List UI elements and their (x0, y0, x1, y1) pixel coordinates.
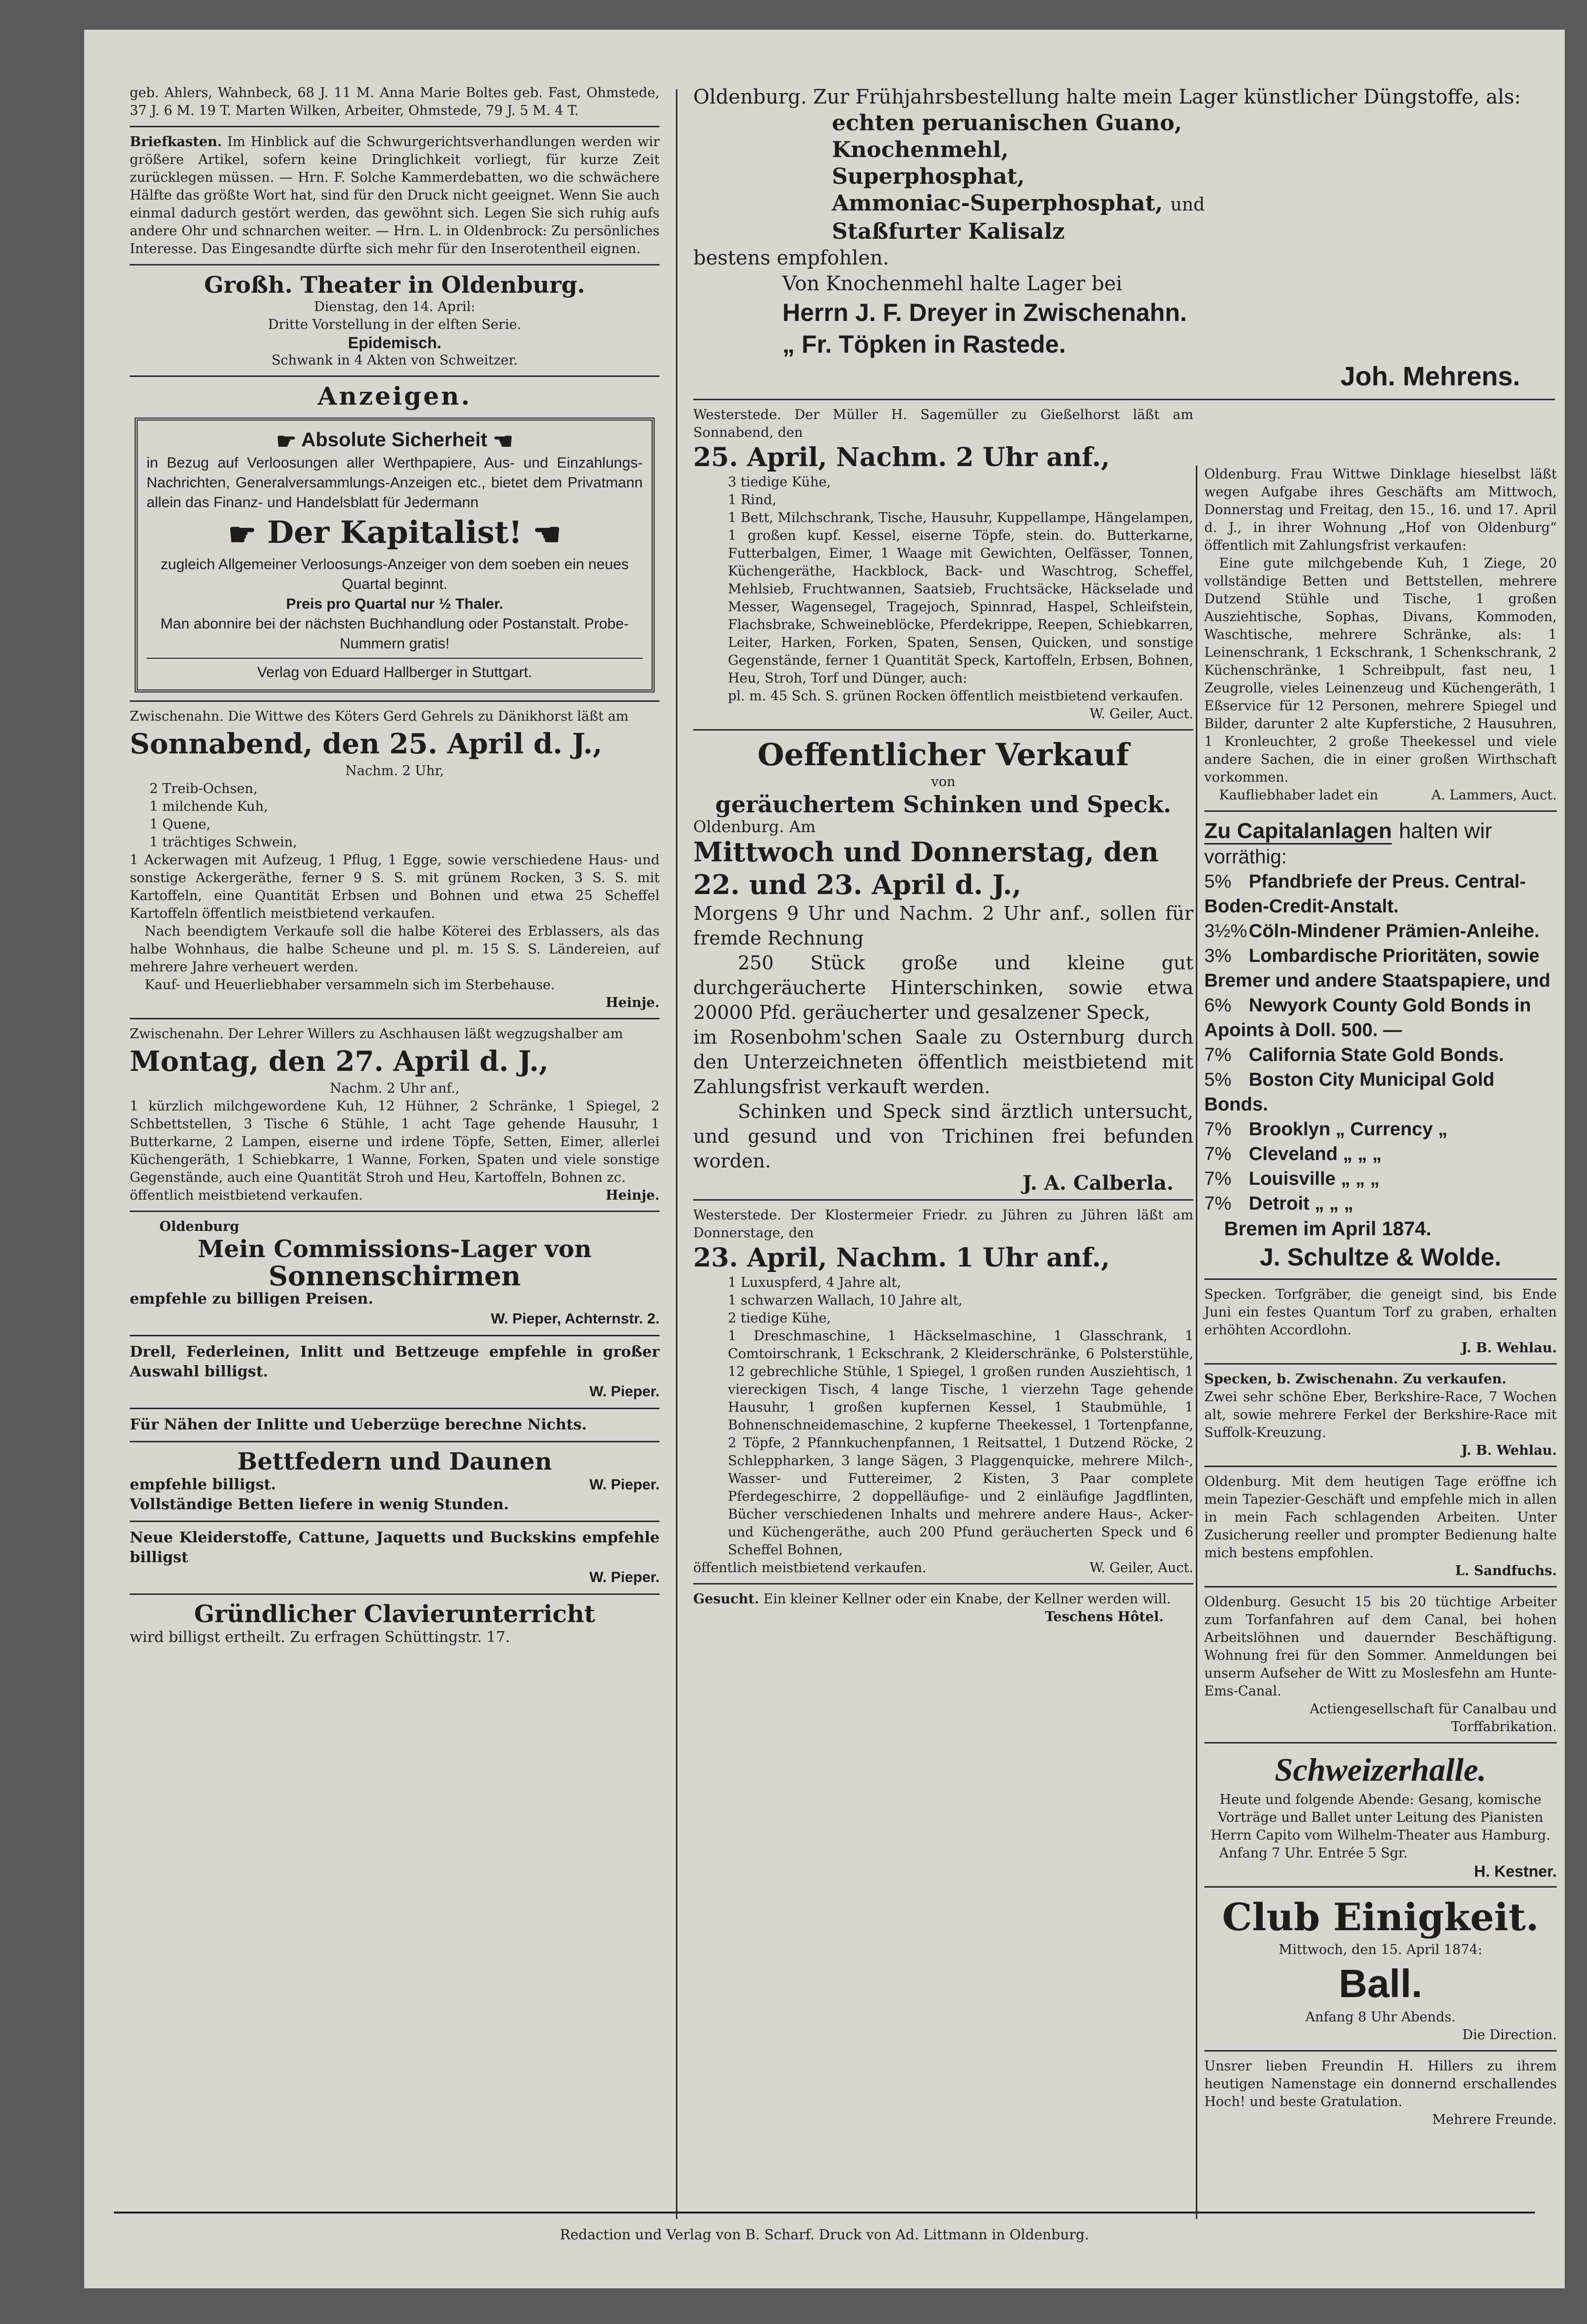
auction-2-text: 1 kürzlich milchgewordene Kuh, 12 Hühner, 2 Schränke, 1 Spiegel, 2 Schbettstellen, 3 Tische 6 Stühle, 1 acht Tage gehende Hausuhr, 1 Butterkarne, 2 Lampen, eiserne und irdene Töpfe, Setten, Eimer, allerlei Küchengeräth, 1 Schiebkarre, 1 Wanne, Forken, Spaten und viele sonstige Gegenstände, auch eine Quantität Stroh und Heu, Kartoffeln, Bohnen zc. (130, 1099, 660, 1186)
schweizerhalle-signature: H. Kestner. (1474, 1862, 1557, 1880)
schweizerhalle-title: Schweizerhalle. (1275, 1752, 1486, 1788)
kloster-intro: Westerstede. Der Klostermeier Friedr. zu Jühren zu Jühren läßt am Donnerstage, den (693, 1208, 1193, 1241)
pieper-ad-4-signature: W. Pieper. (589, 1477, 660, 1493)
capital-security: Detroit „ „ „ (1249, 1193, 1354, 1214)
capital-row (1204, 993, 1557, 1043)
dinklage-signature: A. Lammers, Auct. (1431, 788, 1557, 803)
capital-date: Bremen im April 1874. (1224, 1218, 1432, 1240)
kloster-text: 1 Dreschmaschine, 1 Häckselmaschine, 1 Glasschrank, 1 Comtoirschrank, 1 Eckschrank, 2 Kleiderschränke, 6 Polsterstühle, 12 gebrechliche Stühle, 1 Spiegel, 1 großen runden Ausziehtisch, 1 viereckigen Tisch, 4 lange Tische, 1 vierzehn Tage gehende Hausuhr, 1 großen kupfernen Kessel, 1 Staubmühle, 1 Bohnenschneidemaschine, 2 kupferne Theekessel, 1 Tortenpfanne, 2 Töpfe, 2 Pfannkuchenpfannen, 1 Reitsattel, 1 Dutzend Röcke, 2 Schleppharken, 3 lange Sägen, 3 Plaggenquicke, mehrere Milch-, Wasser- und Futtereimer, 2 Kisten, 3 Paar complete Pferdegeschirre, 2 doppelläufige- und 2 einläufige Jagdflinten, Bücher verschiedenen Inhalts und mehrere andere Haus-, Acker- und Küchengeräthe, auch 200 Pfund geräucherten Speck und 6 Scheffel Bohnen, (728, 1328, 1193, 1558)
capital-row (1204, 919, 1557, 944)
capital-security: Cleveland „ „ „ (1249, 1144, 1382, 1164)
list-item: 1 schwarzen Wallach, 10 Jahre alt, (728, 1293, 963, 1308)
mehrens-dealer-2: „ Fr. Töpken in Rastede. (782, 330, 1066, 358)
auction-2-time: Nachm. 2 Uhr anf., (329, 1081, 460, 1097)
torfgraeber-signature: J. B. Wehlau. (1461, 1340, 1557, 1356)
club-signature: Die Direction. (1462, 2027, 1557, 2043)
verkauf-text4: Schinken und Speck sind ärztlich untersucht, und gesund und von Trichinen frei befunden worden. (693, 1101, 1193, 1172)
club-ball: Ball. (1338, 1961, 1423, 2006)
capital-row (1204, 1043, 1557, 1067)
clavier-text: wird billigst ertheilt. Zu erfragen Schüttingstr. 17. (130, 1629, 511, 1646)
capital-rate: 7% (1204, 1119, 1231, 1140)
auction-1-text3: Kauf- und Heuerliebhaber versammeln sich im Sterbehause. (145, 977, 555, 993)
anzeigen-heading: Anzeigen. (317, 381, 472, 411)
eber-text: Zwei sehr schöne Eber, Berkshire-Race, 7 Wochen alt, sowie mehrere Ferkel der Berkshire-Race mit Suffolk-Kreuzung. (1204, 1389, 1557, 1440)
mehrens-items (693, 110, 1555, 245)
mehrens-ad (693, 84, 1555, 400)
gratulation-signature: Mehrere Freunde. (1432, 2112, 1557, 2127)
briefkasten (130, 133, 660, 258)
tapezier-text: Oldenburg. Mit dem heutigen Tage eröffne ich mein Tapezier-Geschäft und empfehle mich in allen in mein Fach schlagenden Arbeiten. Unter Zusicherung reeller und prompter Bedienung halte mich bestens empfohlen. (1204, 1474, 1557, 1561)
auction-2-intro: Zwischenahn. Der Lehrer Willers zu Aschhausen läßt wegzugshalber am (130, 1026, 623, 1042)
eber-heading: Specken, b. Zwischenahn. Zu verkaufen. (1204, 1372, 1507, 1387)
kloster-signature: W. Geiler, Auct. (1089, 1560, 1193, 1576)
capital-rate: 3% (1204, 946, 1231, 966)
pieper-ad-6: Neue Kleiderstoffe, Cattune, Jaquetts und Buckskins empfehle billigst (130, 1529, 660, 1567)
sagemueller-text2: pl. m. 45 Sch. S. grünen Rocken öffentlich meistbietend verkaufen. (728, 688, 1183, 704)
auction-1-intro: Zwischenahn. Die Wittwe des Köters Gerd Gehrels zu Dänikhorst läßt am (130, 709, 629, 725)
verkauf-signature: J. A. Calberla. (1022, 1171, 1174, 1195)
schweizerhalle-time: Anfang 7 Uhr. Entrée 5 Sgr. (1219, 1846, 1408, 1861)
column-rule-right (1196, 466, 1197, 2219)
kapitalist-headline: Absolute Sicherheit (301, 429, 488, 451)
capital-security: Cöln-Mindener Prämien-Anleihe. (1249, 921, 1539, 942)
verkauf-subtitle: geräuchertem Schinken und Speck. (715, 791, 1172, 818)
capital-heading: Zu Capitalanlagen (1204, 819, 1392, 845)
auction-1-date: Sonnabend, den 25. April d. J., (130, 728, 603, 761)
capital-row (1204, 1117, 1557, 1142)
capital-security: California State Gold Bonds. (1249, 1045, 1504, 1065)
club-time: Anfang 8 Uhr Abends. (1305, 2009, 1456, 2025)
pieper-ad-3: Für Nähen der Inlitte und Ueberzüge berechne Nichts. (130, 1416, 587, 1434)
capital-row (1204, 869, 1557, 919)
pointing-hand-left-icon: ☚ (493, 428, 513, 454)
kapitalist-price: Preis pro Quartal nur ½ Thaler. (286, 596, 504, 613)
death-notices: geb. Ahlers, Wahnbeck, 68 J. 11 M. Anna Marie Boltes geb. Fast, Ohmstede, 37 J. 6 M. 19 T. Marten Wilken, Arbeiter, Ohmstede, 79 J. 5 M. 4 T. (130, 85, 660, 118)
capital-security: Boston City Municipal Gold Bonds. (1204, 1069, 1495, 1115)
verkauf-place: Oldenburg. Am (693, 817, 816, 836)
pieper-title-1: Mein Commissions-Lager von (198, 1235, 592, 1264)
list-item: Staßfurter Kalisalz (832, 219, 1065, 244)
sagemueller-text: 1 Bett, Milchschrank, Tische, Hausuhr, Kuppellampe, Hängelampen, 1 großen kupf. Kessel, eiserne Töpfe, stein. do. Butterkarne, Futterbalgen, Eimer, 1 Waage mit Gewichten, Oelfässer, Tonnen, Küchengeräthe, Hackblock, Back- und Waschtrog, Scheffel, Mehlsieb, Fruchtwannen, Saatsieb, Fruchtsäcke, Häckselade und Messer, Wagensegel, Tragejoch, Spinnrad, Haspel, Schleifstein, Flachsbrake, Schweineblöcke, Pferdekrippe, Reepen, Schiebkarren, Leiter, Harken, Forken, Spaten, Sensen, Quicken, und sonstige Gegenstände, ferner 1 Quantität Speck, Kartoffeln, Erbsen, Bohnen, Heu, Stroh, Torf und Dünger, auch: (728, 510, 1193, 686)
theater-title: Großh. Theater in Oldenburg. (204, 271, 585, 298)
mehrens-dealer-1: Herrn J. F. Dreyer in Zwischenahn. (782, 299, 1187, 326)
kapitalist-order: Man abonnire bei der nächsten Buchhandlung oder Postanstalt. Probe-Nummern gratis! (160, 616, 629, 652)
verkauf-text: Morgens 9 Uhr und Nachm. 2 Uhr anf., sollen für fremde Rechnung (693, 902, 1193, 949)
list-item: Superphosphat, (832, 164, 1025, 189)
mehrens-und: und (1170, 195, 1205, 215)
auction-1-time: Nachm. 2 Uhr, (345, 763, 444, 779)
kapitalist-ad (135, 418, 655, 692)
capital-rate: 7% (1204, 1144, 1231, 1164)
capital-row (1204, 1142, 1557, 1166)
capital-security: Louisville „ „ „ (1249, 1168, 1380, 1189)
list-item: 2 Treib-Ochsen, (150, 781, 258, 797)
mehrens-von: Von Knochenmehl halte Lager bei (782, 272, 1123, 295)
pieper-ad-5: Vollständige Betten liefere in wenig Stunden. (130, 1496, 509, 1514)
eber-signature: J. B. Wehlau. (1461, 1443, 1557, 1458)
gesucht-signature: Teschens Hôtel. (1045, 1609, 1164, 1625)
pieper-line: empfehle zu billigen Preisen. (130, 1290, 373, 1308)
capital-rate: 5% (1204, 871, 1231, 892)
verkauf-text2: 250 Stück große und kleine gut durchgeräucherte Hinterschinken, sowie etwa 20000 Pfd. geräucherter und gesalzener Speck, (693, 952, 1193, 1023)
newspaper-page (84, 30, 1565, 2288)
list-item: Ammoniac-Superphosphat, (832, 191, 1163, 216)
pointing-hand-large-left-icon: ☚ (533, 516, 562, 554)
list-item: 1 Rind, (728, 492, 776, 508)
dinklage-text2: Eine gute milchgebende Kuh, 1 Ziege, 20 vollständige Betten und Bettstellen, mehrere Dutzend Stühle und Tische, 1 großen Ausziehtische, Sophas, Divans, Kommoden, Waschtische, mehrere Schränke, als: 1 Leinenschrank, 1 Eckschrank, 1 Schenkschrank, 2 Küchenschränke, 1 Schreibpult, fast neu, 1 Zeugrolle, vieles Leinenzeug und Küchengeräth, 1 Eßservice für 12 Personen, mehrere Spiegel und Bilder, darunter 2 alte Kupferstiche, 2 Hausuhren, 1 Kronleuchter, 2 große Theekessel und viele andere Sachen, die in einer großen Wirthschaft vorkommen. (1204, 556, 1557, 785)
right-column (1204, 466, 1557, 2129)
auction-1-text: 1 Ackerwagen mit Aufzeug, 1 Pflug, 1 Egge, sowie verschiedene Haus- und sonstige Ackergeräthe, ferner 9 S. S. mit grünem Rocken, 3 S. S. mit Kartoffeln, eine Quantität Erbsen und Bohnen und etwa 25 Scheffel Kartoffeln öffentlich meistbietend verkaufen. (130, 852, 660, 922)
mehrens-recommend: bestens empfohlen. (693, 247, 889, 269)
capital-security: Pfandbriefe der Preus. Central-Boden-Credit-Anstalt. (1204, 871, 1526, 917)
auction-1-items (130, 780, 660, 851)
verkauf-text3: im Rosenbohm'schen Saale zu Osternburg durch den Unterzeichneten öffentlich meistbietend mit Zahlungsfrist verkauft werden. (693, 1026, 1193, 1098)
capital-security: Brooklyn „ Currency „ (1249, 1119, 1448, 1140)
auction-2-date: Montag, den 27. April d. J., (130, 1045, 549, 1078)
sagemueller-intro: Westerstede. Der Müller H. Sagemüller zu Gießelhorst läßt am Sonnabend, den (693, 407, 1193, 440)
sagemueller-signature: W. Geiler, Auct. (1089, 706, 1193, 722)
dinklage-text: Oldenburg. Frau Wittwe Dinklage hieselbst läßt wegen Aufgabe ihres Geschäfts am Mittwoch, Donnerstag und Freitag, den 15., 16. und 17. April d. J., in ihrer Wohnung „Hof von Oldenburg“ öffentlich mit Zahlungsfrist verkaufen: (1204, 467, 1557, 553)
pieper-place: Oldenburg (159, 1219, 240, 1235)
pieper-ad-4: empfehle billigst. (130, 1476, 276, 1494)
list-item: 3 tiedige Kühe, (728, 475, 831, 490)
list-item: 2 tiedige Kühe, (728, 1311, 831, 1326)
capital-rate: 7% (1204, 1168, 1231, 1189)
capital-security: Lombardische Prioritäten, sowie Bremer und andere Staatspapiere, und (1204, 946, 1550, 991)
pieper-title-2: Sonnenschirmen (268, 1260, 521, 1292)
left-column (130, 84, 660, 1647)
capital-rate: 3½% (1204, 921, 1247, 942)
mehrens-intro: Oldenburg. Zur Frühjahrsbestellung halte mein Lager künstlicher Düngstoffe, als: (693, 86, 1521, 108)
list-item: 1 Quene, (150, 817, 211, 833)
capital-rate: 7% (1204, 1193, 1231, 1214)
briefkasten-heading: Briefkasten. (130, 134, 222, 150)
torfgraeber-text: Specken. Torfgräber, die geneigt sind, bis Ende Juni ein festes Quantum Torf zu graben, erhalten erhöhten Accordlohn. (1204, 1287, 1557, 1338)
kapitalist-publisher: Verlag von Eduard Hallberger in Stuttgart. (257, 664, 532, 681)
capital-vorraetig: vorräthig: (1204, 846, 1287, 868)
sagemueller-items (693, 474, 1193, 509)
auction-2-end: öffentlich meistbietend verkaufen. (130, 1188, 363, 1204)
pieper-signature: W. Pieper, Achternstr. 2. (491, 1311, 660, 1327)
capital-list (1204, 869, 1557, 1216)
clavier-title: Gründlicher Clavierunterricht (194, 1600, 595, 1629)
kapitalist-sub: zugleich Allgemeiner Verloosungs-Anzeiger von dem soeben ein neues Quartal beginnt. (160, 556, 629, 593)
theater-play: Epidemisch. (348, 334, 442, 352)
club-title: Club Einigkeit. (1222, 1895, 1539, 1939)
capital-row (1204, 1191, 1557, 1216)
kapitalist-text: in Bezug auf Verloosungen aller Werthpapiere, Aus- und Einzahlungs-Nachrichten, Generalversammlungs-Anzeigen etc., bietet dem Privatmann allein das Finanz- und Handelsblatt für Jedermann (147, 455, 643, 511)
footer-rule (114, 2212, 1535, 2214)
capital-heading-2: halten wir (1398, 819, 1492, 843)
kloster-date: 23. April, Nachm. 1 Uhr anf., (693, 1243, 1110, 1273)
pointing-hand-icon: ☛ (276, 428, 297, 454)
club-date: Mittwoch, den 15. April 1874: (1279, 1942, 1483, 1957)
verkauf-title: Oeffentlicher Verkauf (757, 737, 1129, 773)
pieper-ad-2: Drell, Federleinen, Inlitt und Bettzeuge empfehle in großer Auswahl billigst. (130, 1343, 660, 1381)
gesucht-heading: Gesucht. (693, 1591, 760, 1607)
list-item: echten peruanischen Guano, (832, 110, 1182, 136)
theater-date: Dienstag, den 14. April: (314, 299, 475, 315)
verkauf-von: von (931, 774, 956, 790)
pieper-ad-4-title: Bettfedern und Daunen (237, 1448, 552, 1476)
auction-2-signature: Heinje. (606, 1188, 660, 1204)
capital-row (1204, 1067, 1557, 1117)
gesucht-text: Ein kleiner Kellner oder ein Knabe, der Kellner werden will. (763, 1591, 1171, 1607)
dinklage-end: Kaufliebhaber ladet ein (1219, 788, 1379, 803)
capital-rate: 6% (1204, 995, 1231, 1016)
theater-line: Dritte Vorstellung in der elften Serie. (268, 317, 521, 332)
capital-security: Newyork County Gold Bonds in Apoints à Doll. 500. — (1204, 995, 1532, 1041)
imprint-footer: Redaction und Verlag von B. Scharf. Druck von Ad. Littmann in Oldenburg. (560, 2226, 1089, 2243)
auction-1-text2: Nach beendigtem Verkaufe soll die halbe Köterei des Erblassers, als das halbe Wohnhaus, die halbe Scheune und pl. m. 15 S. S. Ländereien, auf mehrere Jahre verheuert werden. (130, 924, 660, 975)
capital-rate: 5% (1204, 1069, 1231, 1090)
capital-row (1204, 944, 1557, 993)
capital-row (1204, 1166, 1557, 1191)
list-item: 1 milchende Kuh, (150, 799, 268, 815)
kapitalist-title: Der Kapitalist! (267, 514, 522, 551)
schweizerhalle-text: Heute und folgende Abende: Gesang, komische Vorträge und Ballet unter Leitung des Pianisten Herrn Capito vom Wilhelm-Theater aus Hamburg. (1210, 1792, 1551, 1843)
capital-signature: J. Schultze & Wolde. (1259, 1243, 1502, 1271)
torfanfahren-signature: Actiengesellschaft für Canalbau und Torffabrikation. (1310, 1701, 1557, 1735)
pointing-hand-large-icon: ☛ (228, 516, 256, 554)
tapezier-signature: L. Sandfuchs. (1455, 1563, 1557, 1579)
auction-1-signature: Heinje. (606, 995, 660, 1011)
pieper-ad-2-signature: W. Pieper. (589, 1383, 660, 1400)
verkauf-date: Mittwoch und Donnerstag, den 22. und 23. April d. J., (693, 836, 1159, 900)
list-item: 1 trächtiges Schwein, (150, 835, 298, 850)
mehrens-signature: Joh. Mehrens. (1340, 362, 1520, 391)
briefkasten-text: Im Hinblick auf die Schwurgerichtsverhandlungen werden wir größere Artikel, sofern keine Dringlichkeit vorliegt, für kurze Zeit zurücklegen müssen. — Hrn. F. Solche Kammerdebatten, wo die schwächere Hälfte das größte Wort hat, sind für den Druck nicht geeignet. Wenn Sie auch einmal dadurch gestört werden, das gewöhnt sich. Legen Sie sich ruhig aufs andere Ohr und schnarchen weiter. — Hrn. L. in Oldenbrock: Zu persönliches Interesse. Das Eingesandte dürfte sich mehr für den Inserotentheil eignen. (130, 134, 660, 257)
sagemueller-date: 25. April, Nachm. 2 Uhr anf., (693, 442, 1110, 473)
theater-desc: Schwank in 4 Akten von Schweitzer. (271, 353, 518, 368)
list-item: Knochenmehl, (832, 137, 1009, 162)
kloster-end: öffentlich meistbietend verkaufen. (693, 1560, 926, 1576)
list-item: 1 Luxuspferd, 4 Jahre alt, (728, 1275, 901, 1290)
pieper-ad-6-signature: W. Pieper. (589, 1569, 660, 1586)
capital-rate: 7% (1204, 1045, 1231, 1065)
gratulation-text: Unsrer lieben Freundin H. Hillers zu ihrem heutigen Namenstage ein donnernd erschallendes Hoch! und beste Gratulation. (1204, 2059, 1557, 2110)
kloster-items (693, 1274, 1193, 1327)
column-rule-left (676, 89, 677, 2219)
torfanfahren-text: Oldenburg. Gesucht 15 bis 20 tüchtige Arbeiter zum Torfanfahren auf dem Canal, bei hohen Arbeitslöhnen und dauernder Beschäftigung. Wohnung frei für den Sommer. Anmeldungen bei unserm Aufseher de Witt zu Moslesfehn am Hunte-Ems-Canal. (1204, 1594, 1557, 1699)
